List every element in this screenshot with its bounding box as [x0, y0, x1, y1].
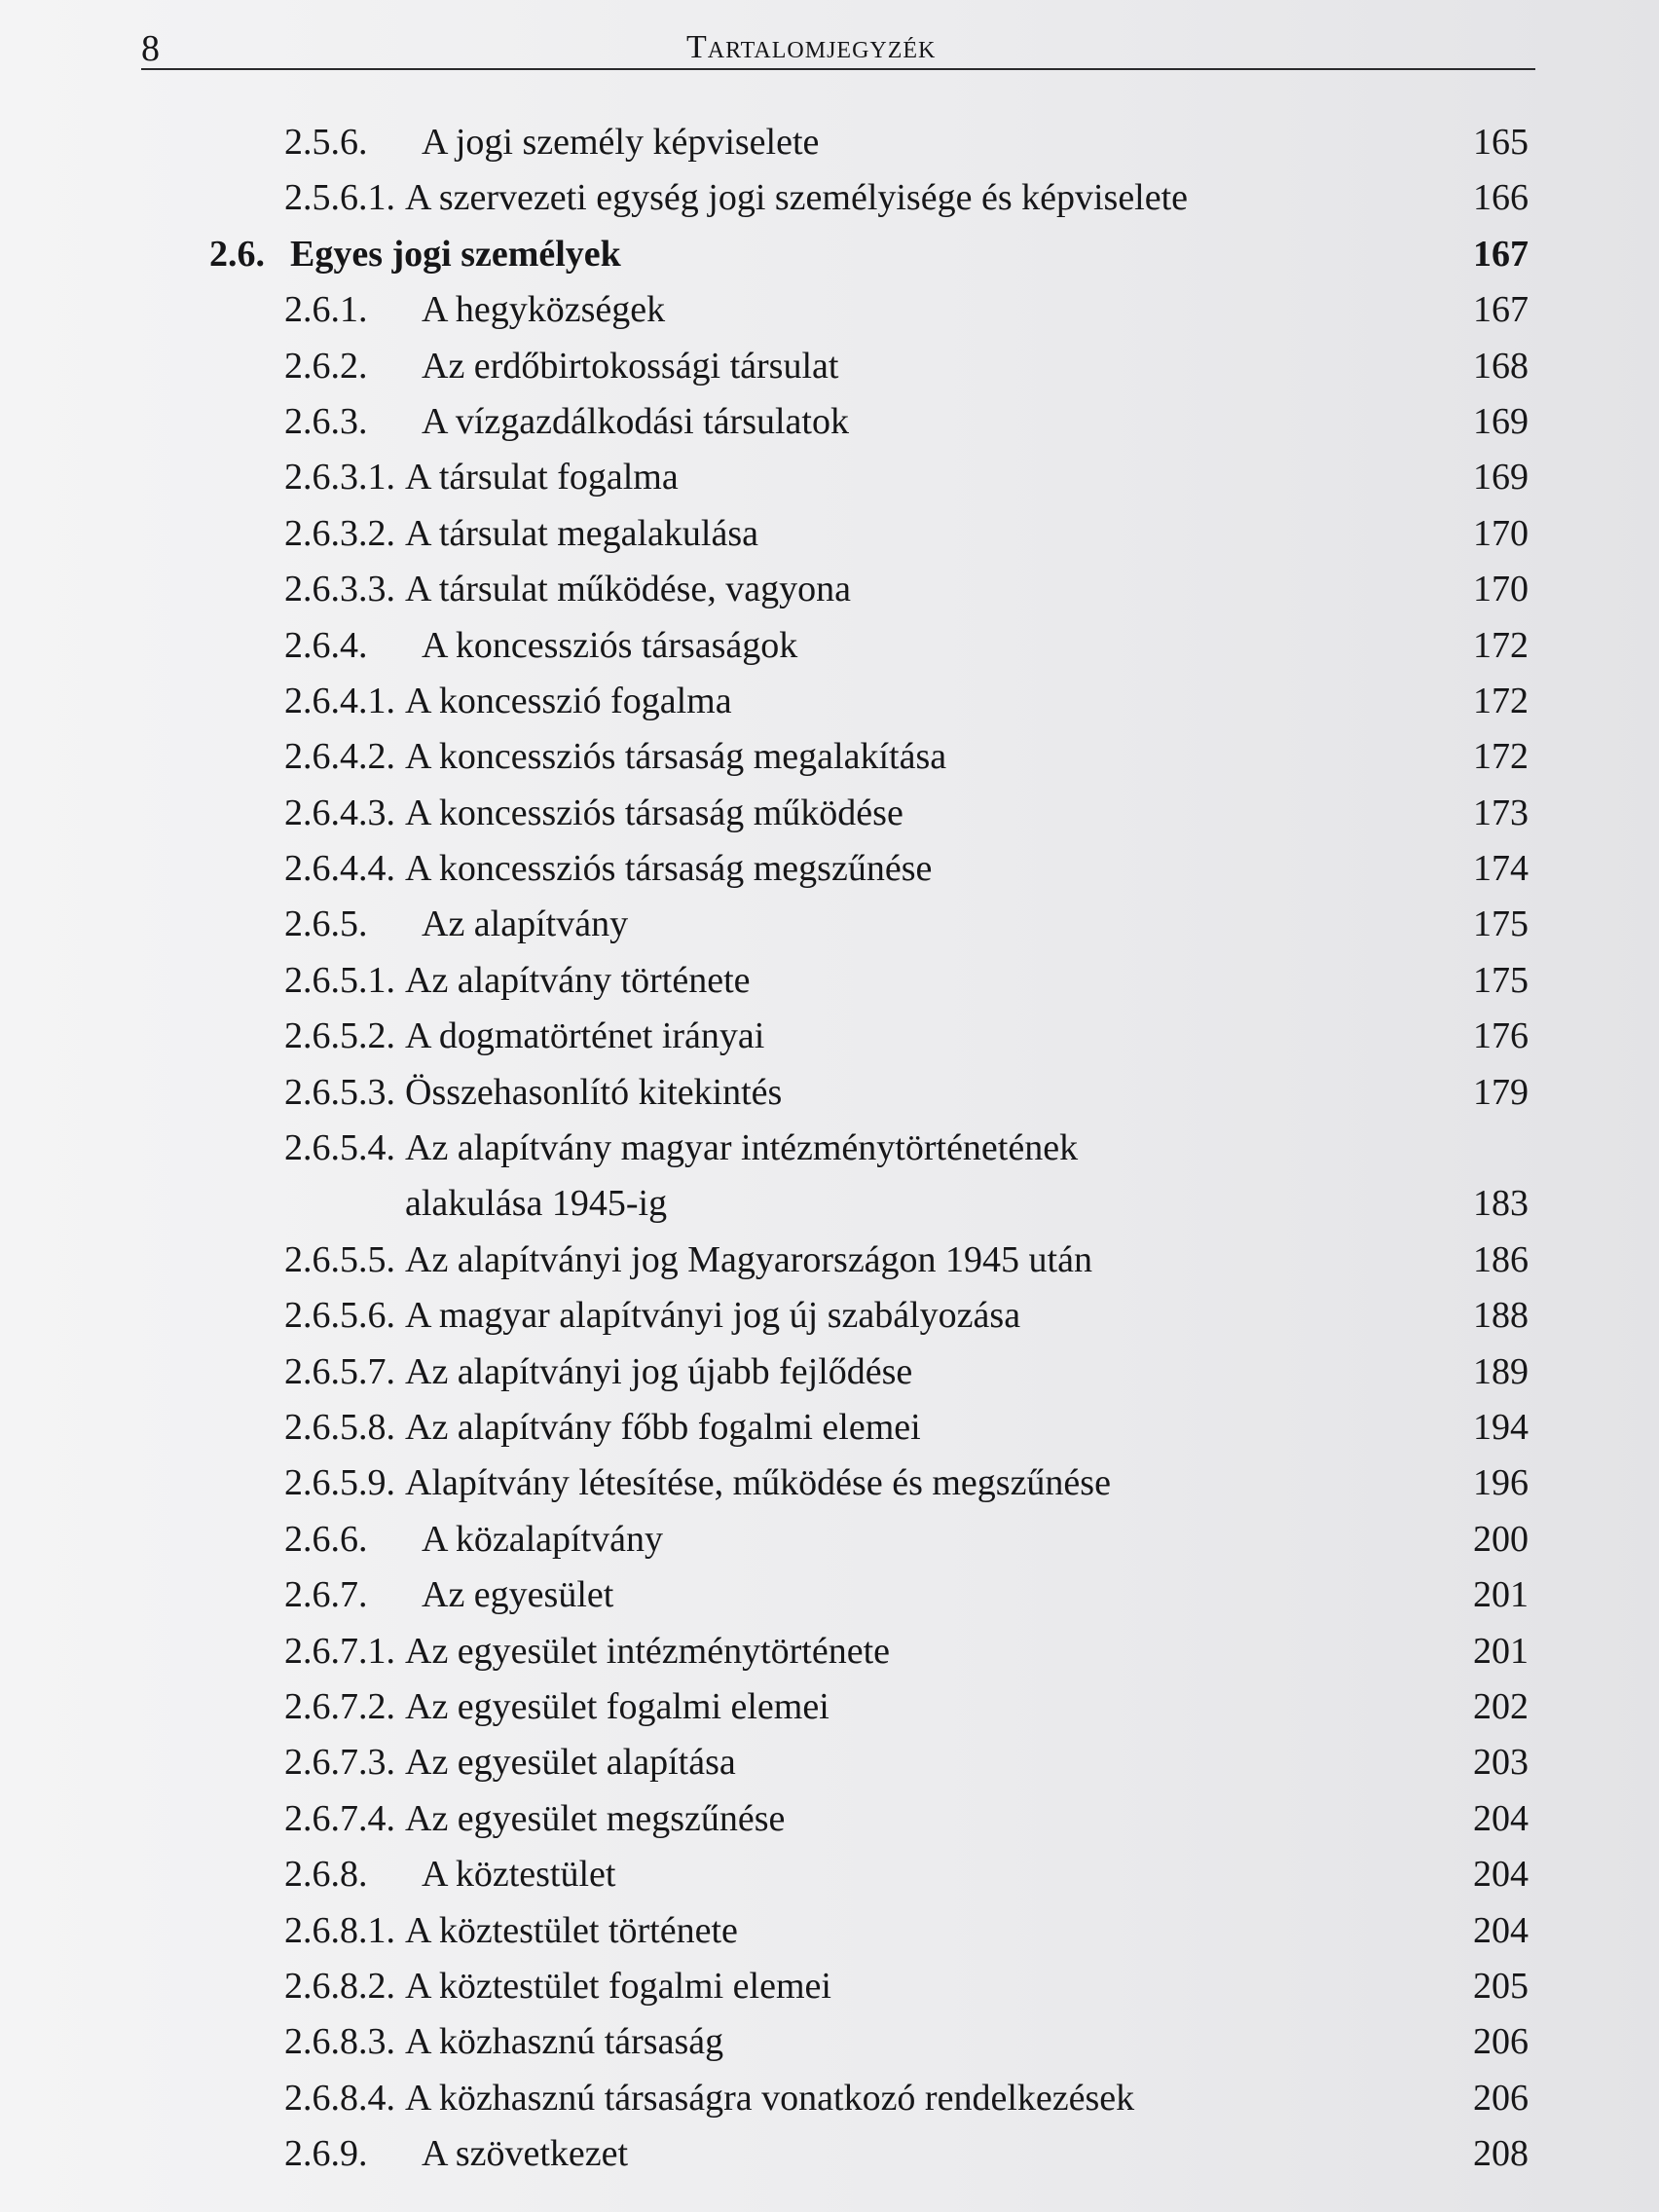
toc-entry: 2.6.8.2. A köztestület fogalmi elemei 205	[204, 1959, 1529, 2014]
toc-entry-title: Egyes jogi személyek	[290, 233, 621, 275]
toc-entry-title: A szövetkezet	[422, 2133, 629, 2175]
toc-entry-page: 186	[1473, 1238, 1529, 1280]
toc-entry-page: 204	[1473, 1909, 1529, 1951]
toc-entry-page: 175	[1473, 903, 1529, 945]
toc-entry: 2.6.7.4. Az egyesület megszűnése 204	[204, 1791, 1529, 1847]
toc-entry-page: 189	[1473, 1350, 1529, 1392]
toc-entry-page: 206	[1473, 2077, 1529, 2119]
toc-entry-page: 203	[1473, 1742, 1529, 1784]
toc-entry: 2.6.3.2. A társulat megalakulása 170	[204, 506, 1529, 562]
toc-entry: 2.6.3.1. A társulat fogalma 169	[204, 450, 1529, 505]
toc-entry-title: A szervezeti egység jogi személyisége és képviselete	[405, 177, 1189, 219]
toc-entry-page: 200	[1473, 1518, 1529, 1560]
toc-entry: 2.6.5.1. Az alapítvány története 175	[204, 953, 1529, 1009]
toc-entry: 2.6.8.1. A köztestület története 204	[204, 1903, 1529, 1959]
toc-entry-title: A hegyközségek	[422, 289, 666, 331]
toc-entry-title: A köztestület	[422, 1854, 616, 1896]
toc-entry-title: A köztestület fogalmi elemei	[405, 1965, 831, 2007]
toc-entry-title: Az egyesület megszűnése	[405, 1797, 786, 1839]
toc-entry-title: A társulat működése, vagyona	[405, 569, 852, 610]
toc-entry-page: 170	[1473, 512, 1529, 554]
running-title: Tartalomjegyzék	[686, 29, 937, 65]
toc-entry: 2.6.2. Az erdőbirtokossági társulat 168	[204, 339, 1529, 394]
toc-entry-page: 172	[1473, 624, 1529, 666]
toc-entry-page: 174	[1473, 848, 1529, 890]
toc-entry: 2.6.4.3. A koncessziós társaság működése 173	[204, 786, 1529, 841]
toc-entry-title: A vízgazdálkodási társulatok	[422, 400, 849, 442]
toc-entry-title: Az egyesület alapítása	[405, 1742, 736, 1784]
toc-entry-page: 179	[1473, 1071, 1529, 1113]
toc-entry-title: A koncessziós társaság megalakítása	[405, 736, 947, 778]
toc-entry-title: Az egyesület	[422, 1574, 614, 1616]
toc-entry: 2.6.5.5. Az alapítványi jog Magyarországon 1945 után 186	[204, 1233, 1529, 1288]
toc-entry: 2.6.5.4. Az alapítvány magyar intézménytörténetének alakulása 1945-ig 183	[204, 1121, 1529, 1233]
toc-entry-page: 172	[1473, 736, 1529, 778]
toc-entry-title: Az egyesület fogalmi elemei	[405, 1685, 830, 1727]
toc-entry-title: Alapítvány létesítése, működése és megszűnése	[405, 1462, 1111, 1504]
toc-entry-title: Az alapítvány magyar intézménytörténetének alakulása 1945-ig	[405, 1127, 1079, 1225]
page-number: 8	[141, 28, 160, 69]
toc-entry-title: Az erdőbirtokossági társulat	[422, 345, 839, 387]
toc-entry: 2.6.4.4. A koncessziós társaság megszűnése 174	[204, 841, 1529, 897]
toc-entry-page: 175	[1473, 959, 1529, 1001]
toc-entry: 2.6.5.3. Összehasonlító kitekintés 179	[204, 1065, 1529, 1121]
toc-entry-title: Az egyesület intézménytörténete	[405, 1630, 891, 1672]
toc-entry: 2.6.7. Az egyesület 201	[204, 1567, 1529, 1623]
toc-entry: 2.6.5.9. Alapítvány létesítése, működése és megszűnése 196	[204, 1456, 1529, 1511]
toc-entry: 2.6.5.2. A dogmatörténet irányai 176	[204, 1009, 1529, 1064]
toc-entry: 2.6.5. Az alapítvány 175	[204, 897, 1529, 952]
toc-entry-title: Az alapítvány története	[405, 959, 751, 1001]
toc-entry-page: 176	[1473, 1015, 1529, 1057]
page-header	[141, 21, 1533, 72]
toc-entry-title: A jogi személy képviselete	[422, 122, 820, 163]
toc-entry: 2.6.3. A vízgazdálkodási társulatok 169	[204, 394, 1529, 450]
toc-entry-page: 204	[1473, 1797, 1529, 1839]
toc-entry-page: 201	[1473, 1630, 1529, 1672]
toc-entry-title: Összehasonlító kitekintés	[405, 1071, 783, 1113]
toc-entry: 2.6.4. A koncessziós társaságok 172	[204, 618, 1529, 674]
toc-entry: 2.6.5.7. Az alapítványi jog újabb fejlődése 189	[204, 1345, 1529, 1400]
toc-entry-title: A koncessziós társaság megszűnése	[405, 848, 933, 890]
toc-section-heading: 2.6. Egyes jogi személyek 167	[204, 227, 1529, 282]
toc-entry: 2.6.6. A közalapítvány 200	[204, 1512, 1529, 1567]
toc-entry-page: 202	[1473, 1685, 1529, 1727]
table-of-contents	[204, 115, 1529, 2182]
toc-entry: 2.6.5.6. A magyar alapítványi jog új szabályozása 188	[204, 1288, 1529, 1344]
toc-entry-title: A koncessziós társaság működése	[405, 792, 903, 833]
toc-entry-page: 196	[1473, 1462, 1529, 1504]
toc-entry-page: 172	[1473, 680, 1529, 721]
toc-entry-page: 165	[1473, 122, 1529, 163]
toc-entry-page: 169	[1473, 400, 1529, 442]
toc-entry-title: A közhasznú társaság	[405, 2021, 724, 2063]
toc-entry-title: A közalapítvány	[422, 1518, 663, 1560]
toc-entry-page: 194	[1473, 1407, 1529, 1448]
toc-entry-title: A társulat fogalma	[405, 457, 679, 498]
toc-entry-page: 205	[1473, 1965, 1529, 2007]
toc-entry-page: 170	[1473, 569, 1529, 610]
toc-entry-page: 183	[1473, 1183, 1529, 1225]
toc-entry: 2.6.4.1. A koncesszió fogalma 172	[204, 674, 1529, 729]
header-rule	[141, 68, 1535, 70]
toc-entry-title: Az alapítványi jog újabb fejlődése	[405, 1350, 913, 1392]
toc-entry-title: A koncessziós társaságok	[422, 624, 798, 666]
toc-entry-page: 188	[1473, 1295, 1529, 1337]
toc-entry-title: A koncesszió fogalma	[405, 680, 732, 721]
toc-entry-title: A köztestület története	[405, 1909, 738, 1951]
toc-entry-page: 169	[1473, 457, 1529, 498]
toc-entry: 2.6.4.2. A koncessziós társaság megalakítása 172	[204, 729, 1529, 785]
toc-entry: 2.6.8.4. A közhasznú társaságra vonatkozó rendelkezések 206	[204, 2071, 1529, 2126]
toc-entry-title: A dogmatörténet irányai	[405, 1015, 765, 1057]
toc-entry: 2.6.7.1. Az egyesület intézménytörténete 201	[204, 1624, 1529, 1679]
toc-entry-page: 201	[1473, 1574, 1529, 1616]
toc-entry-page: 204	[1473, 1854, 1529, 1896]
toc-entry-title: Az alapítvány	[422, 903, 629, 945]
toc-entry: 2.6.3.3. A társulat működése, vagyona 170	[204, 562, 1529, 617]
toc-entry: 2.6.7.2. Az egyesület fogalmi elemei 202	[204, 1679, 1529, 1735]
toc-entry-page: 166	[1473, 177, 1529, 219]
toc-entry: 2.5.6. A jogi személy képviselete 165	[204, 115, 1529, 170]
toc-entry-page: 168	[1473, 345, 1529, 387]
toc-entry: 2.6.1. A hegyközségek 167	[204, 282, 1529, 338]
toc-entry-title: A társulat megalakulása	[405, 512, 758, 554]
toc-entry-title: Az alapítványi jog Magyarországon 1945 után	[405, 1238, 1092, 1280]
toc-entry-page: 208	[1473, 2133, 1529, 2175]
toc-entry-title: A magyar alapítványi jog új szabályozása	[405, 1295, 1021, 1337]
toc-entry-page: 167	[1473, 233, 1529, 275]
toc-entry: 2.6.8. A köztestület 204	[204, 1847, 1529, 1902]
toc-entry: 2.6.7.3. Az egyesület alapítása 203	[204, 1735, 1529, 1790]
toc-entry-page: 167	[1473, 289, 1529, 331]
toc-entry-page: 206	[1473, 2021, 1529, 2063]
toc-entry: 2.6.8.3. A közhasznú társaság 206	[204, 2014, 1529, 2070]
toc-entry: 2.6.9. A szövetkezet 208	[204, 2126, 1529, 2182]
toc-entry: 2.6.5.8. Az alapítvány főbb fogalmi elemei 194	[204, 1400, 1529, 1456]
toc-entry-page: 173	[1473, 792, 1529, 833]
toc-entry-title: A közhasznú társaságra vonatkozó rendelkezések	[405, 2077, 1135, 2119]
toc-entry: 2.5.6.1. A szervezeti egység jogi személyisége és képviselete 166	[204, 170, 1529, 226]
toc-entry-title: Az alapítvány főbb fogalmi elemei	[405, 1407, 921, 1448]
